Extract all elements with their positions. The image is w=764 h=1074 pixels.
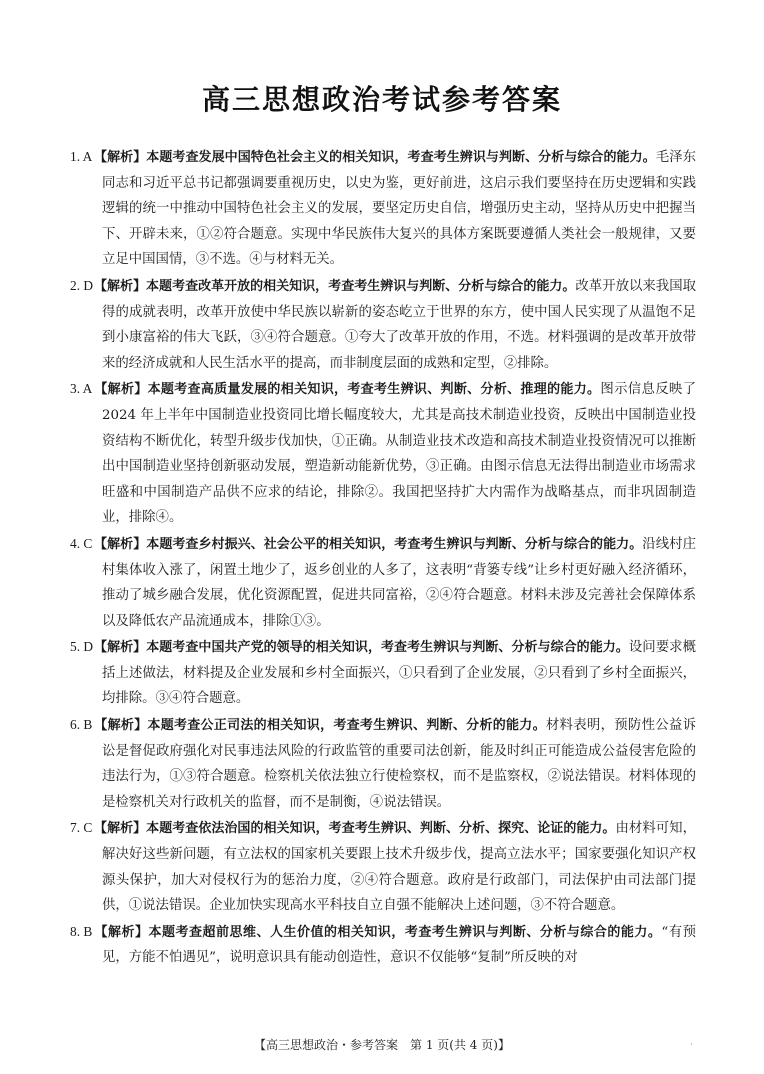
answer-number: 3. A <box>70 381 93 397</box>
corner-mark: · <box>690 1040 693 1050</box>
answer-item-5 <box>70 634 696 712</box>
answer-lead: 【解析】本题考查高质量发展的相关知识，考查考生辨识、判断、分析、推理的能力。 <box>94 382 601 398</box>
answer-lead: 【解析】本题考查发展中国特色社会主义的相关知识，考查考生辨识与判断、分析与综合的能力。 <box>94 150 656 165</box>
page-footer: 【高三思想政治・参考答案 第 1 页(共 4 页)】 <box>254 1038 510 1052</box>
answer-number: 8. B <box>70 923 93 939</box>
answer-item-7 <box>70 815 696 918</box>
answer-number: 5. D <box>70 639 94 655</box>
answer-item-1 <box>70 144 696 273</box>
answer-lead: 【解析】本题考查依法治国的相关知识，考查考生辨识、判断、分析、探究、论证的能力。 <box>94 821 616 837</box>
answer-lead: 【解析】本题考查乡村振兴、社会公平的相关知识，考查考生辨识与判断、分析与综合的能力。 <box>94 536 643 552</box>
answer-number: 4. C <box>70 535 93 551</box>
answer-body: “有预见，方能不怕遇见”，说明意识具有能动创造性，意识不仅能够“复制”所反映的对 <box>102 924 696 966</box>
answer-item-6 <box>70 712 696 815</box>
answer-number: 2. D <box>70 277 94 293</box>
answer-body: 材料表明，预防性公益诉讼是督促政府强化对民事违法风险的行政监管的重要司法创新，能及时纠正可能造成公益侵害危险的违法行为，①③符合题意。检察机关依法独立行使检察权，而不是监察权，②说法错误。材料体现的是检察机关对行政机关的监督，而不是制衡，④说法错误。 <box>102 718 696 810</box>
answer-item-4 <box>70 531 696 634</box>
answer-number: 6. B <box>70 717 93 733</box>
answer-list <box>70 144 696 971</box>
answer-lead: 【解析】本题考查中国共产党的领导的相关知识，考查考生辨识与判断、分析与综合的能力。 <box>94 640 629 656</box>
answer-number: 1. A <box>70 149 93 164</box>
answer-body: 毛泽东同志和习近平总书记都强调要重视历史，以史为鉴，更好前进，这启示我们要坚持在历史逻辑和实践逻辑的统一中推动中国特色社会主义的发展，要坚定历史自信，增强历史主动，坚持从历史中把握当下、开辟未来，①②符合题意。实现中华民族伟大复兴的具体方案既要遵循人类社会一般规律，又要立足中国国情，③不选。④与材料无关。 <box>102 150 696 268</box>
answer-body: 图示信息反映了 2024 年上半年中国制造业投资同比增长幅度较大，尤其是高技术制造业投资，反映出中国制造业投资结构不断优化，转型升级步伐加快，①正确。从制造业技术改造和高技术制造业投资情况可以推断出中国制造业坚持创新驱动发展，塑造新动能新优势，③正确。由图示信息无法得出制造业市场需求旺盛和中国制造产品供不应求的结论，排除②。我国把坚持扩大内需作为战略基点，而非巩固制造业，排除④。 <box>102 382 696 526</box>
answer-item-2 <box>70 273 696 376</box>
answer-item-3 <box>70 376 696 531</box>
answer-lead: 【解析】本题考查改革开放的相关知识，考查考生辨识与判断、分析与综合的能力。 <box>94 278 576 294</box>
answer-body: 改革开放以来我国取得的成就表明，改革开放使中华民族以崭新的姿态屹立于世界的东方，使中国人民实现了从温饱不足到小康富裕的伟大飞跃，③④符合题意。①夸大了改革开放的作用，不选。材料强调的是改革开放带来的经济成就和人民生活水平的提高，而非制度层面的成熟和定型，②排除。 <box>102 278 696 371</box>
answer-item-8 <box>70 919 696 971</box>
answer-body: 沿线村庄村集体收入涨了，闲置土地少了，返乡创业的人多了，这表明“背篓专线”让乡村更好融入经济循环，推动了城乡融合发展，优化资源配置，促进共同富裕，②④符合题意。材料未涉及完善社会保障体系以及降低农产品流通成本，排除①③。 <box>102 536 696 629</box>
answer-lead: 【解析】本题考查公正司法的相关知识，考查考生辨识、判断、分析的能力。 <box>94 718 546 734</box>
answer-lead: 【解析】本题考查超前思维、人生价值的相关知识，考查考生辨识与判断、分析与综合的能力。 <box>94 924 662 940</box>
page-title: 高三思想政治考试参考答案 <box>201 83 562 116</box>
answer-body: 设问要求概括上述做法，材料提及企业发展和乡村全面振兴，①只看到了企业发展，②只看到了乡村全面振兴，均排除。③④符合题意。 <box>102 640 696 707</box>
answer-body: 由材料可知，解决好这些新问题，有立法权的国家机关要跟上技术升级步伐，提高立法水平；国家要强化知识产权源头保护，加大对侵权行为的惩治力度，②④符合题意。政府是行政部门，司法保护由司法部门提供，①说法错误。企业加快实现高水平科技自立自强不能解决上述问题，③不符合题意。 <box>102 821 696 914</box>
answer-number: 7. C <box>70 820 93 836</box>
